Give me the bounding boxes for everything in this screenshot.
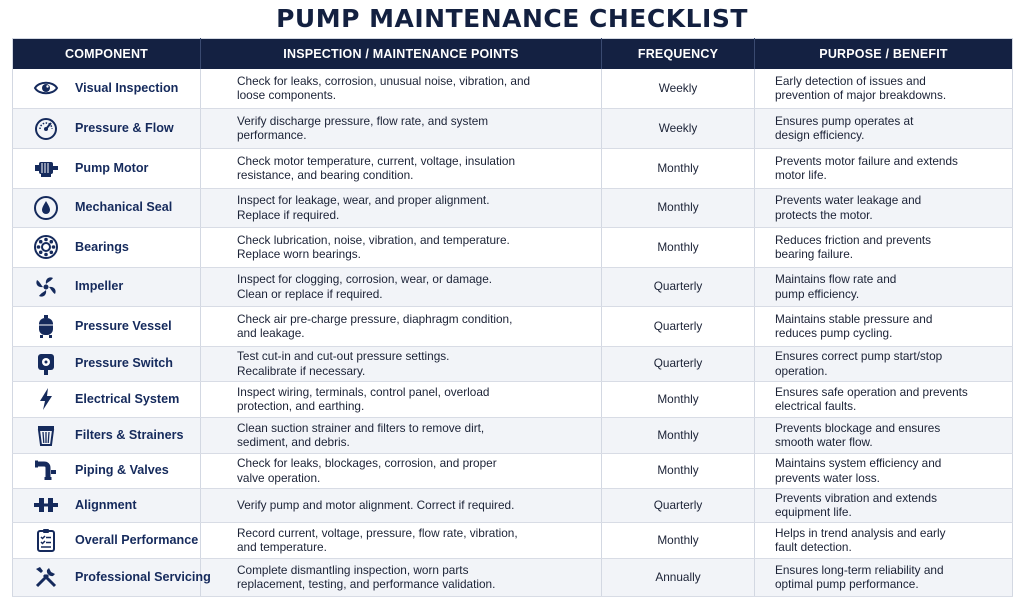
frequency: Monthly	[602, 148, 755, 188]
purpose-benefit: Ensures pump operates at design efficiency.	[755, 108, 1013, 148]
gauge-icon	[31, 115, 61, 141]
frequency: Quarterly	[602, 306, 755, 346]
purpose-benefit: Prevents motor failure and extends motor life.	[755, 148, 1013, 188]
purpose-benefit: Reduces friction and prevents bearing failure.	[755, 227, 1013, 267]
purpose-benefit: Ensures correct pump start/stop operation.	[755, 346, 1013, 381]
component-cell	[13, 267, 201, 306]
component-cell	[13, 148, 201, 188]
table-row	[13, 558, 1013, 596]
component-name: Pressure Vessel	[75, 318, 172, 333]
component-name: Pump Motor	[75, 160, 149, 175]
component-name: Mechanical Seal	[75, 200, 173, 215]
frequency: Monthly	[602, 227, 755, 267]
component-name: Pressure Switch	[75, 356, 173, 371]
table-row	[13, 417, 1013, 453]
component-cell	[13, 417, 201, 453]
frequency: Quarterly	[602, 267, 755, 306]
table-row	[13, 346, 1013, 381]
pressure-vessel-icon	[31, 313, 61, 339]
header-benefit: PURPOSE / BENEFIT	[755, 39, 1013, 70]
purpose-benefit: Prevents water leakage and protects the motor.	[755, 188, 1013, 227]
page-title: PUMP MAINTENANCE CHECKLIST	[276, 4, 748, 33]
component-cell	[13, 453, 201, 488]
component-cell	[13, 188, 201, 227]
header-component: COMPONENT	[13, 39, 201, 70]
component-name: Filters & Strainers	[75, 427, 184, 442]
purpose-benefit: Helps in trend analysis and early fault detection.	[755, 522, 1013, 558]
purpose-benefit: Ensures long-term reliability and optimal pump performance.	[755, 558, 1013, 596]
component-name: Professional Servicing	[75, 569, 211, 584]
table-row	[13, 381, 1013, 417]
table-row	[13, 522, 1013, 558]
frequency: Annually	[602, 558, 755, 596]
water-drop-icon	[31, 195, 61, 221]
header-frequency: FREQUENCY	[602, 39, 755, 70]
table-row	[13, 306, 1013, 346]
purpose-benefit: Prevents blockage and ensures smooth water flow.	[755, 417, 1013, 453]
frequency: Weekly	[602, 108, 755, 148]
inspection-points: Inspect for clogging, corrosion, wear, or damage. Clean or replace if required.	[201, 267, 602, 306]
inspection-points: Inspect wiring, terminals, control panel, overload protection, and earthing.	[201, 381, 602, 417]
table-row	[13, 267, 1013, 306]
purpose-benefit: Maintains stable pressure and reduces pump cycling.	[755, 306, 1013, 346]
inspection-points: Check for leaks, corrosion, unusual noise, vibration, and loose components.	[201, 69, 602, 108]
component-cell	[13, 69, 201, 108]
inspection-points: Verify pump and motor alignment. Correct if required.	[201, 488, 602, 522]
frequency: Quarterly	[602, 488, 755, 522]
frequency: Monthly	[602, 381, 755, 417]
lightning-icon	[31, 386, 61, 412]
table-row	[13, 188, 1013, 227]
maintenance-table	[12, 38, 1013, 597]
component-cell	[13, 381, 201, 417]
component-name: Piping & Valves	[75, 463, 169, 478]
frequency: Monthly	[602, 453, 755, 488]
purpose-benefit: Prevents vibration and extends equipment life.	[755, 488, 1013, 522]
inspection-points: Clean suction strainer and filters to remove dirt, sediment, and debris.	[201, 417, 602, 453]
component-cell	[13, 306, 201, 346]
inspection-points: Check air pre-charge pressure, diaphragm condition, and leakage.	[201, 306, 602, 346]
component-cell	[13, 108, 201, 148]
inspection-points: Test cut-in and cut-out pressure settings. Recalibrate if necessary.	[201, 346, 602, 381]
component-cell	[13, 558, 211, 596]
frequency: Monthly	[602, 417, 755, 453]
purpose-benefit: Maintains system efficiency and prevents water loss.	[755, 453, 1013, 488]
component-name: Electrical System	[75, 391, 180, 406]
component-cell	[13, 522, 201, 558]
component-name: Impeller	[75, 279, 124, 294]
inspection-points: Inspect for leakage, wear, and proper alignment. Replace if required.	[201, 188, 602, 227]
component-cell	[13, 488, 201, 522]
component-name: Pressure & Flow	[75, 120, 174, 135]
frequency: Quarterly	[602, 346, 755, 381]
table-row	[13, 488, 1013, 522]
inspection-points: Check for leaks, blockages, corrosion, and proper valve operation.	[201, 453, 602, 488]
table-row	[13, 453, 1013, 488]
component-name: Alignment	[75, 497, 137, 512]
component-name: Overall Performance	[75, 532, 199, 547]
tools-icon	[31, 564, 61, 590]
inspection-points: Check motor temperature, current, voltage, insulation resistance, and bearing condition.	[201, 148, 602, 188]
purpose-benefit: Ensures safe operation and prevents electrical faults.	[755, 381, 1013, 417]
motor-icon	[31, 155, 61, 181]
coupling-icon	[31, 492, 61, 518]
component-cell	[13, 227, 201, 267]
component-name: Visual Inspection	[75, 81, 179, 95]
component-cell	[13, 346, 201, 381]
table-row	[13, 227, 1013, 267]
frequency: Monthly	[602, 522, 755, 558]
purpose-benefit: Maintains flow rate and pump efficiency.	[755, 267, 1013, 306]
filter-icon	[31, 422, 61, 448]
table-header-row	[13, 39, 1013, 70]
component-name: Bearings	[75, 239, 129, 254]
table-row	[13, 69, 1013, 108]
impeller-icon	[31, 274, 61, 300]
pressure-switch-icon	[31, 351, 61, 377]
inspection-points: Record current, voltage, pressure, flow rate, vibration, and temperature.	[201, 522, 602, 558]
frequency: Weekly	[602, 69, 755, 108]
inspection-points: Complete dismantling inspection, worn parts replacement, testing, and performance validation.	[201, 558, 602, 596]
purpose-benefit: Early detection of issues and prevention of major breakdowns.	[755, 69, 1013, 108]
frequency: Monthly	[602, 188, 755, 227]
table-row	[13, 148, 1013, 188]
clipboard-icon	[31, 527, 61, 553]
table-row	[13, 108, 1013, 148]
eye-icon	[31, 75, 61, 101]
inspection-points: Check lubrication, noise, vibration, and temperature. Replace worn bearings.	[201, 227, 602, 267]
header-points: INSPECTION / MAINTENANCE POINTS	[201, 39, 602, 70]
bearing-icon	[31, 234, 61, 260]
inspection-points: Verify discharge pressure, flow rate, and system performance.	[201, 108, 602, 148]
pipe-icon	[31, 458, 61, 484]
